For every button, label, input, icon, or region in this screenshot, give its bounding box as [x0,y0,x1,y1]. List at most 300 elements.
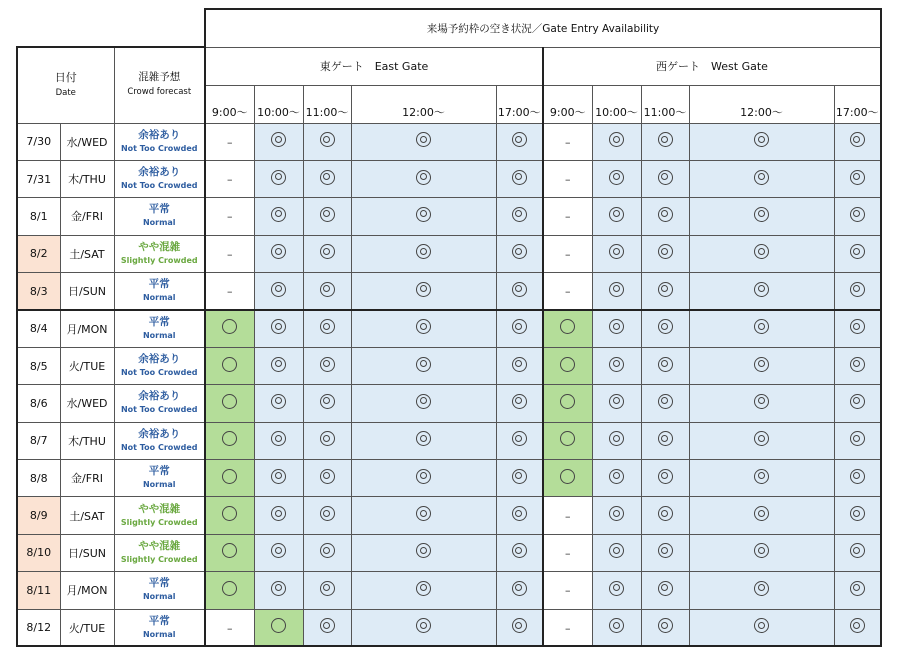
east-slot-3 [351,609,496,646]
east-slot-4 [496,422,543,459]
west-slot-0 [543,123,592,160]
double-circle-icon [754,394,769,409]
double-circle-icon [658,394,673,409]
west-slot-4 [834,572,881,609]
east-slot-4 [496,235,543,272]
west-slot-3 [689,497,834,534]
double-circle-icon [658,357,673,372]
forecast-label-jp: 平常 [148,614,170,627]
double-circle-icon [320,394,335,409]
double-circle-icon [609,244,624,259]
table-title: 来場予約枠の空き状況／Gate Entry Availability [205,9,881,47]
east-slot-1 [254,572,303,609]
west-slot-2 [641,273,689,310]
east-slot-0 [205,347,254,384]
table-row [17,572,881,609]
date-cell: 8/3 [17,273,60,310]
double-circle-icon [850,170,865,185]
east-slot-2 [303,123,351,160]
circle-icon [222,581,237,596]
west-slot-1 [592,609,641,646]
double-circle-icon [416,618,431,633]
forecast-label-en: Normal [142,293,176,302]
east-slot-3 [351,273,496,310]
west-gate-header: 西ゲート West Gate [543,47,881,85]
west-slot-4 [834,385,881,422]
east-slot-4 [496,198,543,235]
east-slot-3 [351,572,496,609]
east-slot-0 [205,534,254,571]
table-row [17,347,881,384]
forecast-header-jp: 混雑予想 [138,71,181,83]
west-slot-0 [543,347,592,384]
west-slot-4 [834,235,881,272]
double-circle-icon [609,506,624,521]
west-slot-1 [592,497,641,534]
double-circle-icon [416,357,431,372]
east-slot-2 [303,609,351,646]
double-circle-icon [271,357,286,372]
west-slot-3 [689,123,834,160]
double-circle-icon [271,394,286,409]
double-circle-icon [609,319,624,334]
east-slot-3 [351,385,496,422]
double-circle-icon [609,132,624,147]
double-circle-icon [512,357,527,372]
circle-icon [222,543,237,558]
weekday-cell: 木/THU [60,160,114,197]
circle-icon [222,469,237,484]
double-circle-icon [416,543,431,558]
east-slot-2 [303,572,351,609]
date-header-en: Date [55,87,76,98]
double-circle-icon [754,319,769,334]
double-circle-icon [658,207,673,222]
double-circle-icon [512,469,527,484]
double-circle-icon [416,282,431,297]
east-time-header-2: 11:00～ [303,85,351,123]
east-time-header-3: 12:00～ [351,85,496,123]
dash-icon: – [565,621,571,635]
double-circle-icon [658,132,673,147]
west-slot-1 [592,123,641,160]
west-slot-0 [543,497,592,534]
west-slot-3 [689,235,834,272]
double-circle-icon [512,170,527,185]
west-slot-3 [689,160,834,197]
double-circle-icon [754,357,769,372]
table-row [17,422,881,459]
table-row [17,534,881,571]
double-circle-icon [320,170,335,185]
west-slot-0 [543,160,592,197]
east-slot-3 [351,534,496,571]
double-circle-icon [609,282,624,297]
double-circle-icon [271,170,286,185]
west-slot-0 [543,273,592,310]
double-circle-icon [416,394,431,409]
west-slot-0 [543,235,592,272]
weekday-cell: 木/THU [60,422,114,459]
double-circle-icon [512,132,527,147]
east-slot-2 [303,460,351,497]
table-row [17,273,881,310]
double-circle-icon [850,506,865,521]
east-slot-2 [303,273,351,310]
west-slot-4 [834,123,881,160]
west-time-header-2: 11:00～ [641,85,689,123]
east-slot-3 [351,310,496,347]
weekday-cell: 火/TUE [60,347,114,384]
west-slot-0 [543,609,592,646]
double-circle-icon [271,132,286,147]
dash-icon: – [227,285,233,298]
west-slot-3 [689,385,834,422]
double-circle-icon [512,581,527,596]
double-circle-icon [271,581,286,596]
double-circle-icon [512,207,527,222]
dash-icon: – [565,173,571,187]
dash-icon: – [565,247,571,261]
date-cell: 8/11 [17,572,60,609]
west-slot-4 [834,347,881,384]
double-circle-icon [512,543,527,558]
west-slot-4 [834,534,881,571]
east-slot-1 [254,422,303,459]
double-circle-icon [658,282,673,297]
forecast-label-en: Not Too Crowded [120,442,198,452]
forecast-label-jp: 余裕あり [138,427,181,440]
west-slot-4 [834,460,881,497]
east-slot-3 [351,497,496,534]
dash-icon: – [565,210,571,224]
dash-icon: – [227,621,233,635]
east-slot-3 [351,235,496,272]
weekday-cell: 火/TUE [60,609,114,646]
double-circle-icon [658,319,673,334]
forecast-label-jp: やや混雑 [138,240,181,253]
table-row [17,198,881,235]
double-circle-icon [609,618,624,633]
forecast-cell [114,609,205,646]
east-slot-0 [205,572,254,609]
west-slot-3 [689,572,834,609]
west-slot-3 [689,609,834,646]
double-circle-icon [271,244,286,259]
circle-icon [222,506,237,521]
west-slot-4 [834,310,881,347]
double-circle-icon [512,394,527,409]
double-circle-icon [609,394,624,409]
forecast-header-en: Crowd forecast [127,87,192,97]
forecast-label-jp: 余裕あり [138,353,181,366]
forecast-label-jp: 平常 [148,203,170,216]
east-slot-3 [351,460,496,497]
forecast-cell [114,347,205,384]
double-circle-icon [320,319,335,334]
weekday-cell: 月/MON [60,310,114,347]
weekday-cell: 日/SUN [60,273,114,310]
double-circle-icon [320,506,335,521]
weekday-cell: 水/WED [60,385,114,422]
double-circle-icon [512,282,527,297]
west-slot-2 [641,160,689,197]
east-slot-1 [254,160,303,197]
east-slot-0 [205,123,254,160]
west-slot-1 [592,460,641,497]
west-slot-3 [689,273,834,310]
double-circle-icon [271,543,286,558]
west-slot-1 [592,422,641,459]
double-circle-icon [512,244,527,259]
east-slot-2 [303,385,351,422]
forecast-cell [114,385,205,422]
double-circle-icon [754,543,769,558]
forecast-label-en: Not Too Crowded [120,143,198,153]
double-circle-icon [609,357,624,372]
double-circle-icon [850,581,865,596]
double-circle-icon [754,170,769,185]
double-circle-icon [271,506,286,521]
circle-icon [560,319,575,334]
date-cell: 8/6 [17,385,60,422]
weekday-cell: 水/WED [60,123,114,160]
double-circle-icon [320,357,335,372]
double-circle-icon [416,207,431,222]
west-slot-3 [689,460,834,497]
double-circle-icon [416,132,431,147]
weekday-cell: 土/SAT [60,497,114,534]
double-circle-icon [754,618,769,633]
double-circle-icon [754,282,769,297]
date-cell: 8/9 [17,497,60,534]
east-slot-4 [496,497,543,534]
east-slot-0 [205,422,254,459]
east-slot-0 [205,609,254,646]
east-slot-1 [254,460,303,497]
west-slot-4 [834,198,881,235]
circle-icon [560,431,575,446]
east-slot-4 [496,460,543,497]
west-slot-2 [641,310,689,347]
double-circle-icon [754,469,769,484]
east-slot-1 [254,273,303,310]
forecast-cell [114,160,205,197]
forecast-label-jp: 平常 [148,465,170,478]
east-slot-4 [496,572,543,609]
west-slot-3 [689,347,834,384]
double-circle-icon [609,207,624,222]
forecast-label-en: Not Too Crowded [120,181,198,191]
east-slot-1 [254,347,303,384]
double-circle-icon [658,543,673,558]
double-circle-icon [320,618,335,633]
east-slot-1 [254,198,303,235]
east-slot-3 [351,347,496,384]
date-cell: 8/7 [17,422,60,459]
double-circle-icon [658,506,673,521]
west-slot-2 [641,422,689,459]
east-slot-1 [254,609,303,646]
east-slot-2 [303,497,351,534]
availability-rows [17,123,881,646]
east-slot-0 [205,160,254,197]
west-slot-2 [641,497,689,534]
double-circle-icon [754,207,769,222]
forecast-label-jp: 余裕あり [138,166,181,179]
weekday-cell: 金/FRI [60,460,114,497]
double-circle-icon [850,469,865,484]
dash-icon: – [227,173,233,187]
east-slot-2 [303,310,351,347]
west-slot-2 [641,347,689,384]
forecast-label-en: Normal [142,218,176,228]
forecast-label-en: Slightly Crowded [120,554,198,564]
west-slot-1 [592,347,641,384]
double-circle-icon [658,581,673,596]
dash-icon: – [565,584,571,598]
forecast-cell [114,310,205,347]
double-circle-icon [416,581,431,596]
table-row [17,310,881,347]
east-slot-1 [254,534,303,571]
west-time-header-1: 10:00～ [592,85,641,123]
forecast-label-jp: 平常 [148,278,170,290]
double-circle-icon [609,170,624,185]
west-slot-1 [592,235,641,272]
table-row [17,609,881,646]
west-slot-4 [834,422,881,459]
west-time-header-3: 12:00～ [689,85,834,123]
double-circle-icon [609,543,624,558]
forecast-label-jp: 余裕あり [138,128,181,141]
east-slot-4 [496,123,543,160]
west-slot-2 [641,385,689,422]
table-row [17,123,881,160]
east-slot-1 [254,123,303,160]
west-slot-2 [641,235,689,272]
double-circle-icon [416,506,431,521]
forecast-cell [114,460,205,497]
west-slot-2 [641,198,689,235]
west-slot-4 [834,160,881,197]
dash-icon: – [227,210,233,224]
double-circle-icon [320,581,335,596]
west-slot-2 [641,460,689,497]
west-slot-2 [641,534,689,571]
date-cell: 8/8 [17,460,60,497]
east-slot-0 [205,273,254,310]
circle-icon [560,357,575,372]
west-slot-1 [592,385,641,422]
weekday-cell: 月/MON [60,572,114,609]
forecast-cell [114,123,205,160]
forecast-label-en: Normal [142,330,176,340]
east-slot-0 [205,310,254,347]
double-circle-icon [850,244,865,259]
date-header [17,47,114,123]
east-slot-1 [254,235,303,272]
west-slot-4 [834,497,881,534]
double-circle-icon [609,431,624,446]
west-slot-1 [592,534,641,571]
double-circle-icon [850,132,865,147]
east-slot-3 [351,198,496,235]
table-row [17,385,881,422]
west-slot-4 [834,609,881,646]
east-time-header-4: 17:00～ [496,85,543,123]
west-slot-1 [592,572,641,609]
east-slot-3 [351,422,496,459]
west-time-header-4: 17:00～ [834,85,881,123]
date-cell: 8/12 [17,609,60,646]
dash-icon: – [227,247,233,261]
availability-table [16,8,882,647]
double-circle-icon [850,618,865,633]
east-slot-0 [205,385,254,422]
circle-icon [560,394,575,409]
west-slot-3 [689,198,834,235]
forecast-label-en: Not Too Crowded [120,368,198,378]
double-circle-icon [320,132,335,147]
forecast-cell [114,198,205,235]
forecast-label-en: Not Too Crowded [120,405,198,415]
west-slot-2 [641,609,689,646]
double-circle-icon [658,170,673,185]
circle-icon [222,357,237,372]
forecast-cell [114,572,205,609]
double-circle-icon [754,431,769,446]
west-slot-0 [543,572,592,609]
forecast-label-en: Slightly Crowded [120,255,198,265]
forecast-cell [114,497,205,534]
dash-icon: – [227,135,233,149]
west-slot-3 [689,310,834,347]
dash-icon: – [565,509,571,523]
double-circle-icon [754,132,769,147]
dash-icon: – [565,546,571,560]
east-slot-1 [254,385,303,422]
date-cell: 8/1 [17,198,60,235]
double-circle-icon [416,431,431,446]
forecast-label-en: Normal [142,629,176,639]
forecast-header [114,47,205,123]
double-circle-icon [850,357,865,372]
forecast-label-jp: 平常 [148,315,170,328]
forecast-cell [114,534,205,571]
east-slot-4 [496,310,543,347]
double-circle-icon [850,319,865,334]
forecast-label-en: Slightly Crowded [120,517,198,527]
east-slot-4 [496,609,543,646]
east-slot-3 [351,123,496,160]
weekday-cell: 日/SUN [60,534,114,571]
forecast-cell [114,273,205,310]
west-slot-2 [641,123,689,160]
west-slot-3 [689,422,834,459]
east-time-header-1: 10:00～ [254,85,303,123]
double-circle-icon [271,469,286,484]
double-circle-icon [850,207,865,222]
dash-icon: – [565,135,571,149]
table-row [17,460,881,497]
west-slot-0 [543,310,592,347]
forecast-label-en: Normal [142,480,176,490]
east-slot-4 [496,273,543,310]
forecast-label-jp: やや混雑 [138,502,181,515]
east-slot-4 [496,534,543,571]
blank-corner [17,9,205,47]
